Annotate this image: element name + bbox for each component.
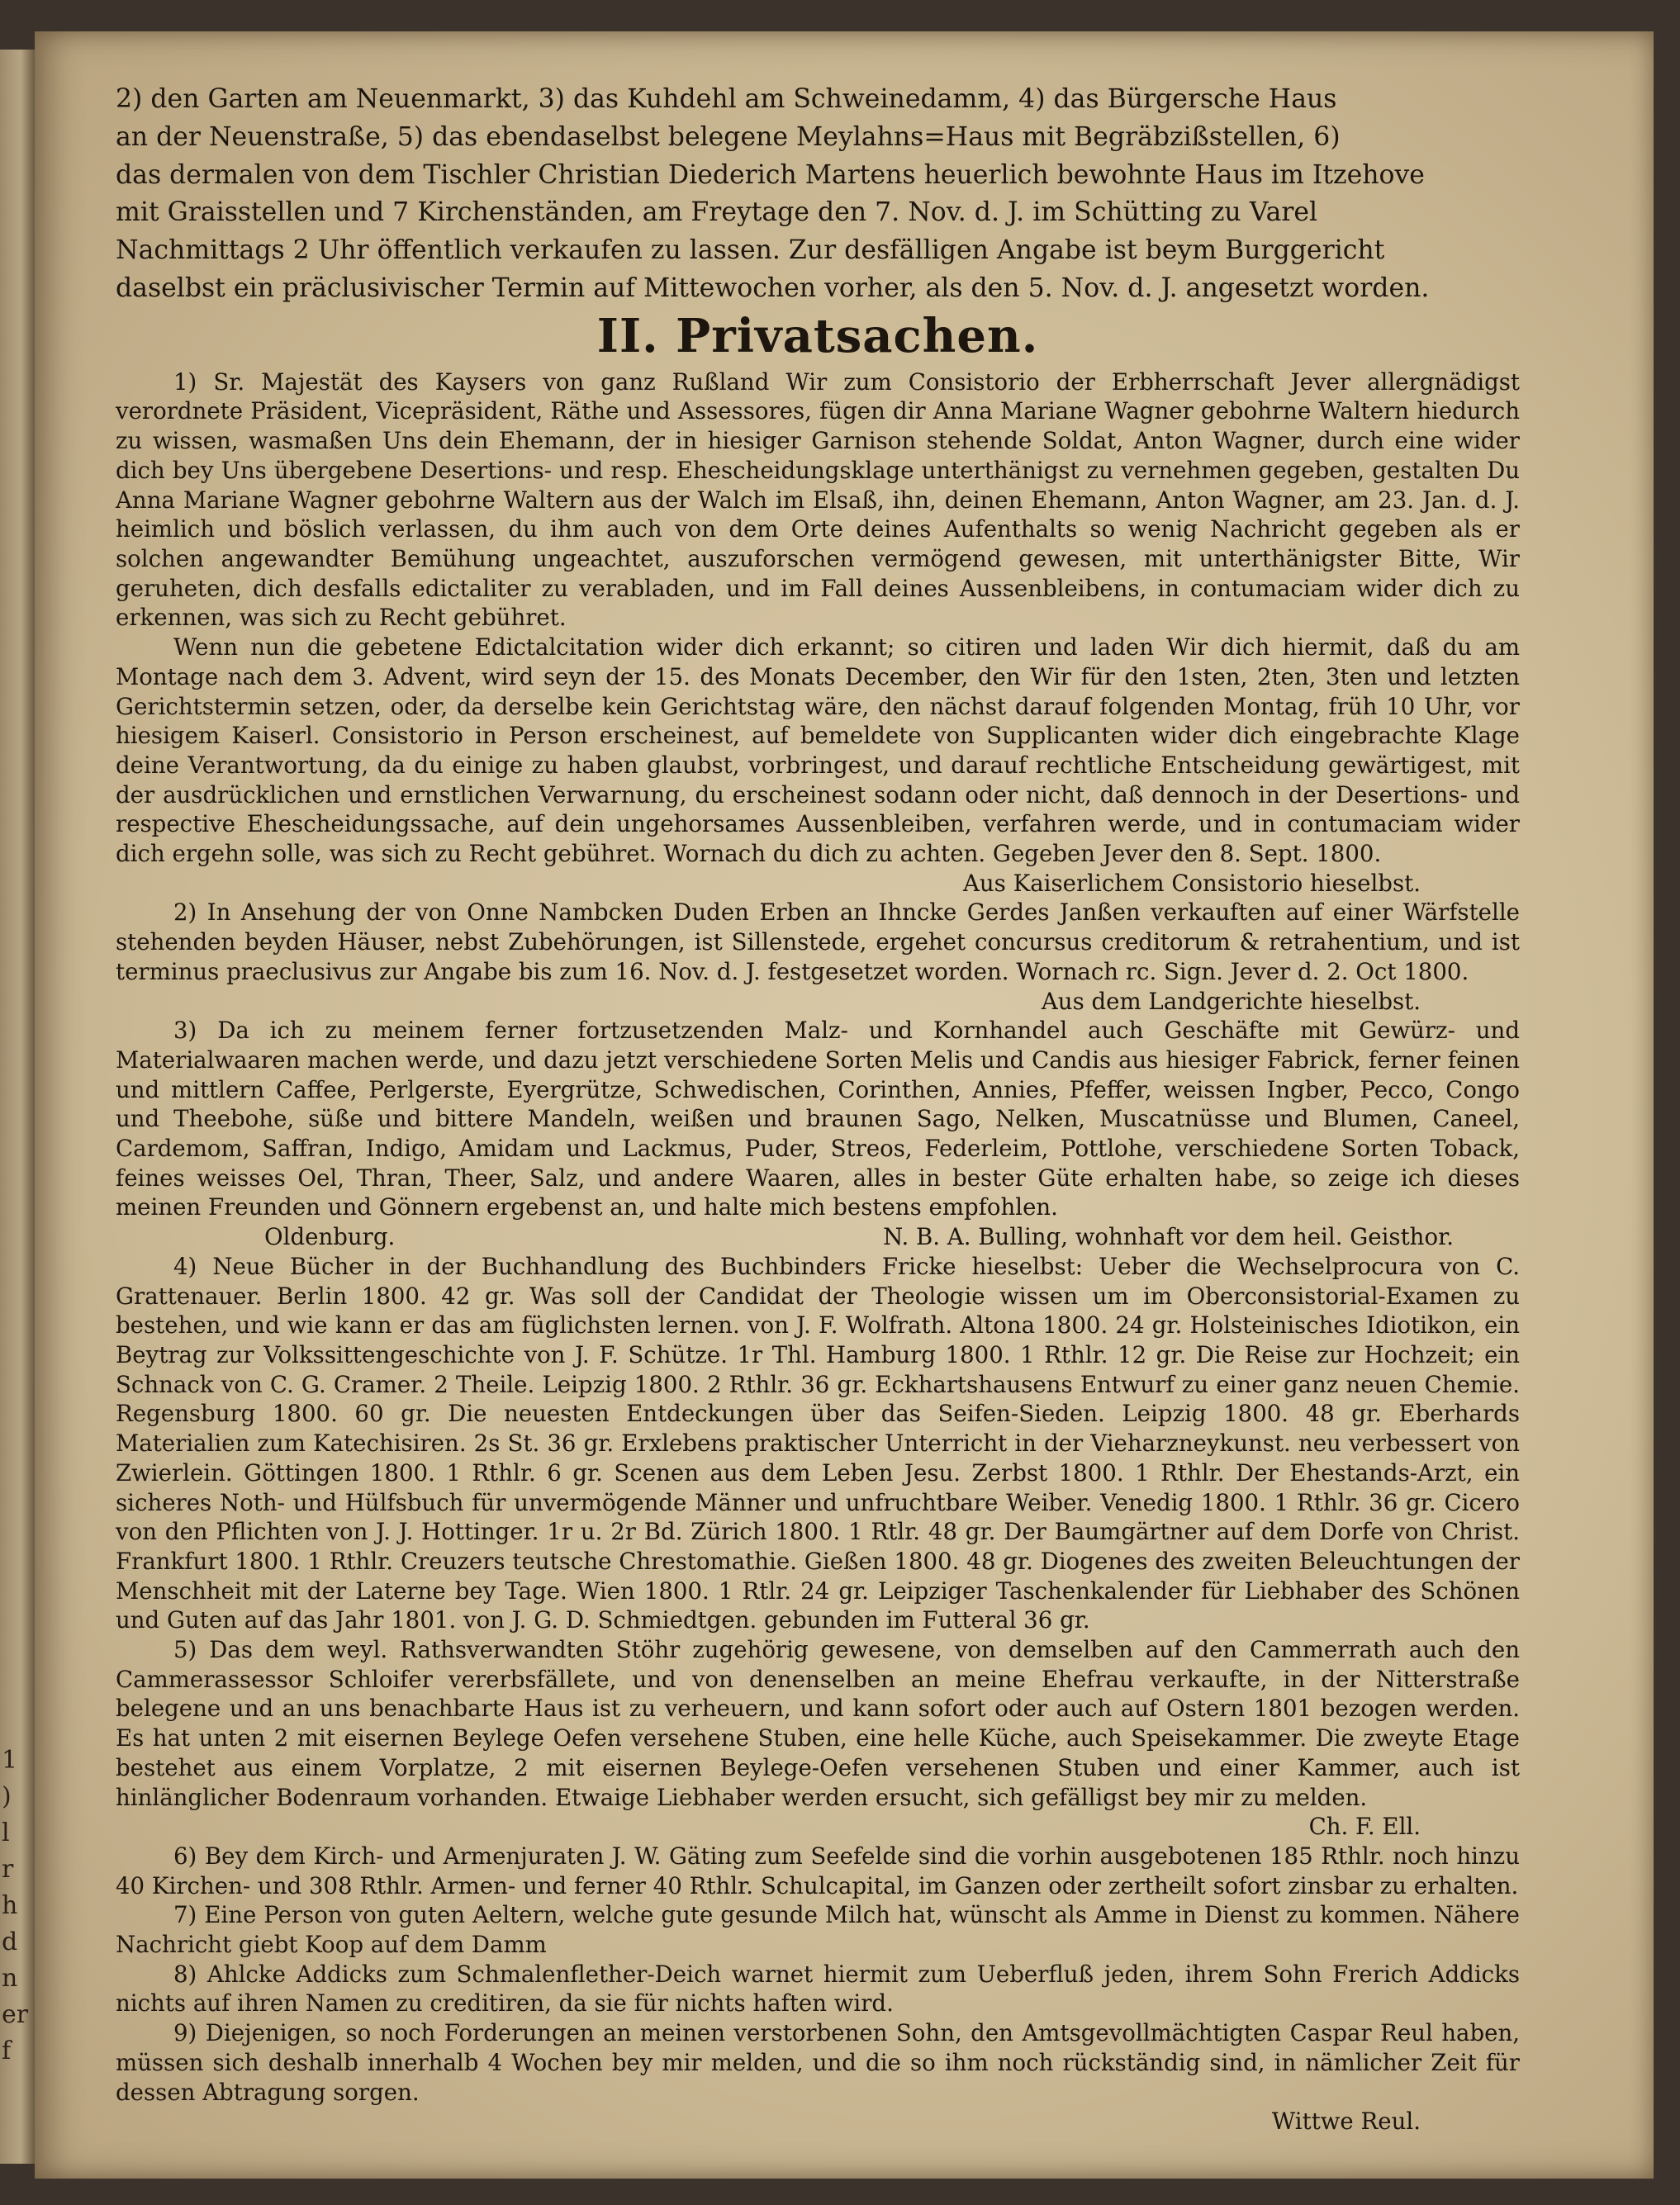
margin-fragment: 1 — [2, 1746, 18, 1775]
notice-7-wetnurse: 7) Eine Person von guten Aeltern, welche gute gesunde Milch hat, wünscht als Amme in Dienst zu kommen. Nähere Nachricht giebt Koop auf dem Damm — [116, 1901, 1520, 1959]
intro-line: 2) den Garten am Neuenmarkt, 3) das Kuhdehl am Schweinedamm, 4) das Bürgersche Haus — [116, 84, 1337, 114]
notice-4-books: 4) Neue Bücher in der Buchhandlung des Buchbinders Fricke hieselbst: Ueber die Wechselprocura von C. Grattenauer. Berlin 1800. 42 gr. Was soll der Candidat der Theologie wissen um im Oberconsistorial-Examen zu bestehen, und wie kann er das am füglichsten lernen. von J. F. Wolfrath. Altona 1800. 24 gr. Holsteinisches Idiotikon, ein Beytrag zur Volkssittengeschichte von J. F. Schütze. 1r Thl. Hamburg 1800. 1 Rthlr. 12 gr. Die Reise zur Hochzeit; ein Schnack von C. G. Cramer. 2 Theile. Leipzig 1800. 2 Rthlr. 36 gr. Eckhartshausens Entwurf zu einer ganz neuen Chemie. Regensburg 1800. 60 gr. Die neuesten Entdeckungen über das Seifen-Sieden. Leipzig 1800. 48 gr. Eberhards Materialien zum Katechisiren. 2s St. 36 gr. Erxlebens praktischer Unterricht in der Vieharzneykunst. neu verbessert von Zwierlein. Göttingen 1800. 1 Rthlr. 6 gr. Scenen aus dem Leben Jesu. Zerbst 1800. 1 Rthlr. Der Ehestands-Arzt, ein sicheres Noth- und Hülfsbuch für unvermögende Männer und unfruchtbare Weiber. Venedig 1800. 1 Rthlr. 36 gr. Cicero von den Pflichten von J. J. Hottinger. 1r u. 2r Bd. Zürich 1800. 1 Rtlr. 48 gr. Der Baumgärtner auf dem Dorfe von Christ. Frankfurt 1800. 1 Rthlr. Creuzers teutsche Chrestomathie. Gießen 1800. 48 gr. Diogenes des zweiten Beleuchtungen der Menschheit mit der Laterne bey Tage. Wien 1800. 1 Rtlr. 24 gr. Leipziger Taschenkalender für Liebhaber des Schönen und Guten auf das Jahr 1801. von J. G. D. Schmiedtgen. gebunden im Futteral 36 gr. — [116, 1252, 1520, 1634]
newspaper-page — [35, 31, 1654, 2179]
notice-1-citation: Wenn nun die gebetene Edictalcitation wider dich erkannt; so citiren und laden Wir dich hiermit, daß du am Montage nach dem 3. Advent, wird seyn der 15. des Monats December, den Wir für den 1sten, 2ten, 3ten und letzten Gerichtstermin setzen, oder, da derselbe kein Gerichtstag wäre, den nächst darauf folgenden Montag, früh 10 Uhr, vor hiesigem Kaiserl. Consistorio in Person erscheinest, auf bemeldete von Supplicanten wider dich eingebrachte Klage deine Verantwortung, da du einige zu haben glaubst, vorbringest, und darauf rechtliche Entscheidung gewärtigest, mit der ausdrücklichen und ernstlichen Verwarnung, du erscheinest sodann oder nicht, daß dennoch in der Desertions- und respective Ehescheidungssache, auf dein ungehorsames Aussenbleiben, verfahren werde, und in contumaciam wider dich ergehn solle, was sich zu Recht gebühret. Wornach du dich zu achten. Gegeben Jever den 8. Sept. 1800. — [116, 633, 1520, 868]
section-title: II. Privatsachen. — [596, 308, 1039, 363]
margin-fragment: d — [2, 1928, 18, 1956]
intro-line: mit Graisstellen und 7 Kirchenständen, am Freytage den 7. Nov. d. J. im Schütting zu Varel — [116, 197, 1318, 228]
margin-fragment: r — [2, 1855, 14, 1884]
intro-paragraph — [116, 81, 1520, 308]
signature-oldenburg — [116, 1222, 1520, 1252]
private-notices — [116, 368, 1520, 2136]
margin-fragment: h — [2, 1891, 18, 1920]
margin-fragment: l — [2, 1819, 10, 1847]
intro-line: das dermalen von dem Tischler Christian Diederich Martens heuerlich bewohnte Haus im Itzehove — [116, 159, 1425, 190]
notice-1-summons: 1) Sr. Majestät des Kaysers von ganz Rußland Wir zum Consistorio der Erbherrschaft Jever allergnädigst verordnete Präsident, Vicepräsident, Räthe und Assessores, fügen dir Anna Mariane Wagner gebohrne Waltern hiedurch zu wissen, wasmaßen Uns dein Ehemann, der in hiesiger Garnison stehende Soldat, Anton Wagner, durch eine wider dich bey Uns übergebene Desertions- und resp. Ehescheidungsklage unterthänigst zu vernehmen gegeben, gestalten Du Anna Mariane Wagner gebohrne Waltern aus der Walch im Elsaß, ihn, deinen Ehemann, Anton Wagner, am 23. Jan. d. J. heimlich und böslich verlassen, du ihm auch von dem Orte deines Aufenthalts so wenig Nachricht gegeben als er solchen angewandter Bemühung ungeachtet, auszuforschen vermögend gewesen, mit unterthänigster Bitte, Wir geruheten, dich desfalls edictaliter zu verabladen, und im Fall deines Aussenbleibens, in contumaciam wider dich zu erkennen, was sich zu Recht gebühret. — [116, 368, 1520, 632]
intro-line: an der Neuenstraße, 5) das ebendaselbst belegene Meylahns=Haus mit Begräbzißstellen, 6) — [116, 121, 1341, 152]
margin-fragment: f — [2, 2037, 12, 2065]
left-page-margin-fragments — [2, 1743, 29, 2070]
notice-6-capital: 6) Bey dem Kirch- und Armenjuraten J. W. Gäting zum Seefelde sind die vorhin ausgebotenen 185 Rthlr. noch hinzu 40 Kirchen- und 308 Rthlr. Armen- und ferner 40 Rthlr. Schulcapital, im Ganzen oder zertheilt sofort zinsbar zu erhalten. — [116, 1842, 1520, 1899]
notice-3-groceries: 3) Da ich zu meinem ferner fortzusetzenden Malz- und Kornhandel auch Geschäfte mit Gewürz- und Materialwaaren machen werde, und dazu jetzt verschiedene Sorten Melis und Candis aus hiesiger Fabrick, ferner feinen und mittlern Caffee, Perlgerste, Eyergrütze, Schwedischen, Corinthen, Annies, Pfeffer, weissen Ingber, Pecco, Congo und Theebohe, süße und bittere Mandeln, weißen und braunen Sago, Nelken, Muscatnüsse und Blumen, Caneel, Cardemom, Saffran, Indigo, Amidam und Lackmus, Puder, Streos, Federleim, Pottlohe, verschiedene Sorten Toback, feines weisses Oel, Thran, Theer, Salz, und andere Waaren, alles in bester Güte erhalten habe, so zeige ich dieses meinen Freunden und Gönnern ergebenst an, und halte mich bestens empfohlen. — [116, 1017, 1520, 1221]
notice-8-warning: 8) Ahlcke Addicks zum Schmalenflether-Deich warnet hiermit zum Ueberfluß jeden, ihrem Sohn Frerich Addicks nichts auf ihren Namen zu creditiren, da sie für nichts haften wird. — [116, 1960, 1520, 2018]
margin-fragment: ) — [2, 1782, 12, 1811]
notice-2-sale: 2) In Ansehung der von Onne Nambcken Duden Erben an Ihncke Gerdes Janßen verkauften auf einer Wärfstelle stehenden beyden Häuser, nebst Zubehörungen, ist Sillenstede, ergehet concursus creditorum & retrahentium, und ist terminus praeclusivus zur Angabe bis zum 16. Nov. d. J. festgesetzet worden. Wornach rc. Sign. Jever d. 2. Oct 1800. — [116, 899, 1520, 985]
notice-9-claims: 9) Diejenigen, so noch Forderungen an meinen verstorbenen Sohn, den Amtsgevollmächtigten Caspar Reul haben, müssen sich deshalb innerhalb 4 Wochen bey mir melden, und die so ihm noch rückständig sind, in nämlicher Zeit für dessen Abtragung sorgen. — [116, 2019, 1520, 2106]
signature-reul: Wittwe Reul. — [1271, 2108, 1421, 2136]
stamp-landgericht: Aus dem Landgerichte hieselbst. — [1041, 987, 1421, 1015]
stamp-consistorium: Aus Kaiserlichem Consistorio hieselbst. — [962, 869, 1421, 897]
signature-ell: Ch. F. Ell. — [1308, 1813, 1421, 1841]
page-content — [116, 81, 1520, 2136]
left-page-edge — [0, 50, 35, 2164]
place-oldenburg: Oldenburg. — [264, 1223, 396, 1251]
intro-line: daselbst ein präclusivischer Termin auf Mittewochen vorher, als den 5. Nov. d. J. angesetzt worden. — [116, 273, 1430, 303]
notice-5-house: 5) Das dem weyl. Rathsverwandten Stöhr zugehörig gewesene, von demselben auf den Cammerrath auch den Cammerassessor Schloifer vererbsfällete, und von denenselben an meine Ehefrau verkaufte, in der Nitterstraße belegene und an uns benachbarte Haus ist zu verheuern, und kann sofort oder auch auf Ostern 1801 bezogen werden. Es hat unten 2 mit eisernen Beylege Oefen versehene Stuben, eine helle Küche, auch Speisekammer. Die zweyte Etage bestehet aus einem Vorplatze, 2 mit eisernen Beylege-Oefen versehenen Stuben und einer Kammer, auch ist hinlänglicher Bodenraum vorhanden. Etwaige Liebhaber werden ersucht, sich gefälligst bey mir zu melden. — [116, 1636, 1520, 1811]
signature-bulling: N. B. A. Bulling, wohnhaft vor dem heil. Geisthor. — [883, 1223, 1454, 1251]
margin-fragment: er — [2, 2000, 29, 2029]
margin-fragment: n — [2, 1964, 18, 1993]
intro-line: Nachmittags 2 Uhr öffentlich verkaufen zu lassen. Zur desfälligen Angabe ist beym Burggericht — [116, 235, 1385, 266]
